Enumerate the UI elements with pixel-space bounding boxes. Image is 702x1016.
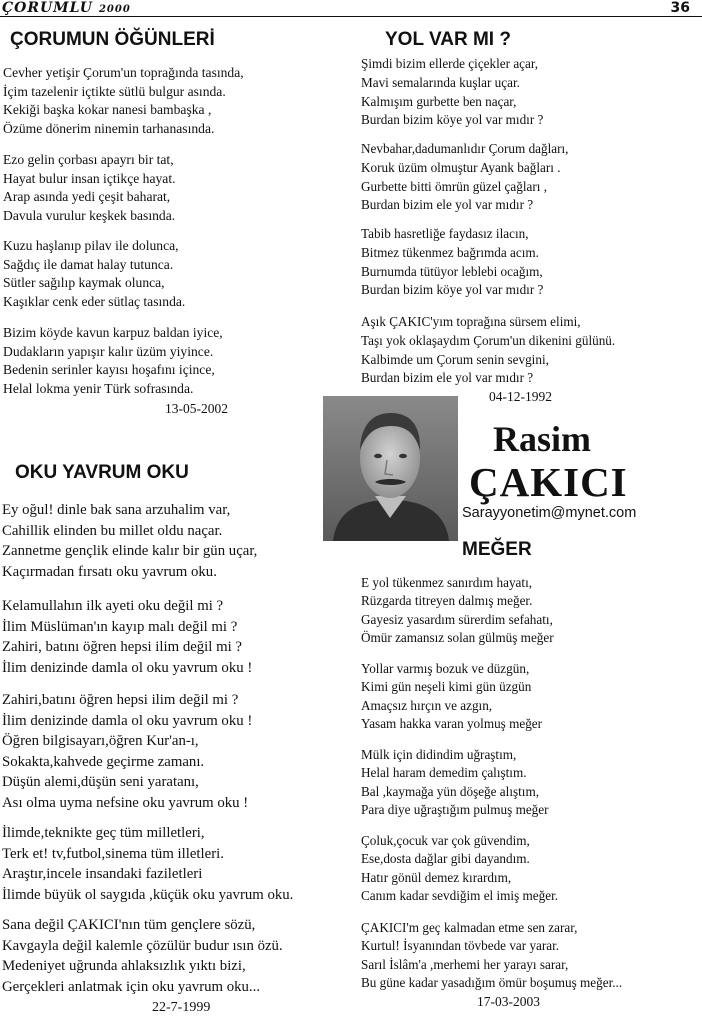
poem-line: İlim denizinde damla ol oku yavrum oku !: [2, 712, 253, 729]
poem-line: Terk et! tv,futbol,sinema tüm illetleri.: [2, 845, 224, 862]
poem-title-yol-var-mi: YOL VAR MI ?: [385, 29, 511, 50]
poem-line: Gerçekleri anlatmak için oku yavrum oku...: [2, 978, 261, 995]
poem-line: Ey oğul! dinle bak sana arzuhalim var,: [2, 502, 231, 518]
poem1-date: 13-05-2002: [165, 401, 228, 416]
poem-line: Araştır,incele insandaki faziletleri: [2, 866, 203, 883]
poem-line: Burdan bizim ele yol var mıdır ?: [361, 370, 534, 386]
poem-line: Ezo gelin çorbası apayrı bir tat,: [3, 152, 174, 167]
poem-title-oku-yavrum-oku: OKU YAVRUM OKU: [15, 462, 189, 483]
poem-line: Zahiri,batını öğren hepsi ilim değil mi ?: [2, 692, 239, 708]
brand-name: ÇORUMLU: [2, 0, 93, 16]
poem-line: Helal haram demedim çalıştım.: [361, 765, 527, 781]
poem-line: Gurbette bitti ömrün güzel çağları ,: [361, 178, 548, 194]
poem1-stanza-3: [3, 237, 185, 311]
poem-line: Kelamullahın ilk ayeti oku değil mi ?: [2, 598, 224, 614]
poem-line: Kavgayla değil kalemle çözülür budur ısın özü.: [2, 937, 283, 954]
poem-line: Sana değil ÇAKICI'nın tüm gençlere sözü,: [2, 917, 256, 933]
poem3-stanza-4: [2, 823, 293, 905]
poem2-stanza-3: [361, 225, 543, 300]
poem-line: Bedenin serinler kayısı hoşafını içince,: [3, 362, 215, 377]
poem-line: İlim Müslüman'ın kayıp malı değil mi ?: [2, 618, 238, 635]
poem-line: Kuzu haşlanıp pilav ile dolunca,: [3, 238, 179, 253]
poem-line: Aşık ÇAKIC'yım toprağına sürsem elimi,: [361, 314, 581, 329]
poem-line: Taşı yok oklaşaydım Çorum'un dikenini gülünü.: [361, 332, 616, 348]
poem-line: Kekiği başka kokar nanesi bambaşka ,: [3, 102, 212, 117]
poem3-date: 22-7-1999: [152, 1000, 211, 1015]
poem2-stanza-1: [361, 55, 543, 130]
poem-line: Canım kadar sevdiğim el imiş meğer.: [361, 888, 559, 904]
poem-line: Mavi semalarında kuşlar uçar.: [361, 74, 520, 90]
poem-line: Sarıl İslâm'a ,merhemi her yarayı sarar,: [361, 956, 569, 972]
poem4-stanza-5: [361, 919, 622, 993]
author-portrait-image: [323, 396, 458, 541]
poem-line: Davula vurulur keşkek basında.: [3, 207, 176, 223]
poem4-stanza-3: [361, 746, 549, 820]
poem-line: Para diye uğraştığım pulmuş meğer: [361, 802, 549, 818]
poem-line: Çoluk,çocuk var çok güvendim,: [361, 833, 530, 848]
poem3-stanza-3: [2, 690, 252, 814]
poem-line: Düşün alemi,düşün seni yaratanı,: [2, 774, 199, 791]
poem-line: Kalbimde um Çorum senin sevgini,: [361, 351, 549, 367]
poem-line: Burdan bizim köye yol var mıdır ?: [361, 282, 544, 298]
publication-brand: [2, 0, 131, 16]
poem-line: Bitmez tükenmez bağrımda acım.: [361, 244, 539, 260]
poem-line: Burdan bizim ele yol var mıdır ?: [361, 197, 534, 213]
poem-line: Cevher yetişir Çorum'un toprağında tasında,: [3, 65, 244, 80]
poem-line: Nevbahar,dadumanlıdır Çorum dağları,: [361, 141, 569, 156]
poem2-stanza-2: [361, 140, 568, 215]
poem-line: Öğren bilgisayarı,öğren Kur'an-ı,: [2, 733, 199, 750]
poem-line: İçim tazelenir içtikte sütlü bulgur asında.: [3, 83, 226, 99]
poem-line: Medeniyet uğrunda ahlaksızlık yıktı bizi,: [2, 958, 246, 975]
poem-line: Kimi gün neşeli kimi gün üzgün: [361, 679, 532, 695]
poem-line: Rüzgarda titreyen dalmış meğer.: [361, 593, 533, 609]
poem-line: Kurtul! İsyanından tövbede var yarar.: [361, 938, 560, 954]
poem4-stanza-1: [361, 574, 554, 648]
poem-line: İlimde büyük ol saygıda ,küçük oku yavrum oku.: [2, 886, 294, 903]
page-number: 36: [670, 0, 690, 16]
poem2-date: 04-12-1992: [489, 389, 552, 404]
poem-line: Şimdi bizim ellerde çiçekler açar,: [361, 56, 539, 71]
poem-title-corumun-ogunleri: ÇORUMUN ÖĞÜNLERİ: [10, 29, 215, 50]
poem-line: Dudakların yapışır kalır üzüm yiyince.: [3, 343, 214, 359]
poem-line: Cahillik elinden bu millet oldu naçar.: [2, 522, 223, 539]
poem2-stanza-4: [361, 313, 615, 388]
poem-line: Kalmışım gurbette ben naçar,: [361, 93, 517, 109]
poem-line: Sağdıç ile damat halay tutunca.: [3, 256, 174, 272]
poem-line: Bal ,kaymağa yün döşeğe alıştım,: [361, 783, 539, 799]
poem4-stanza-4: [361, 832, 558, 906]
poem-line: Koruk üzüm olmuştur Ayank bağları .: [361, 159, 561, 175]
poem-line: Burnumda tütüyor leblebi ocağım,: [361, 263, 543, 279]
poem3-stanza-5: [2, 915, 283, 997]
poem-title-meger: MEĞER: [462, 539, 532, 560]
poem1-stanza-4: [3, 324, 223, 398]
poem4-date: 17-03-2003: [477, 994, 540, 1009]
poem-line: Zahiri, batını öğren hepsi ilim değil mi ?: [2, 639, 242, 656]
poem-line: Tabib hasretliğe faydasız ilacın,: [361, 226, 529, 241]
poem-line: ÇAKICI'm geç kalmadan etme sen zarar,: [361, 920, 578, 935]
poem-line: Sokakta,kahvede geçirme zamanı.: [2, 753, 205, 770]
poem-line: Özüme dönerim ninemin tarhanasında.: [3, 120, 215, 136]
author-first-name: Rasim: [493, 419, 591, 459]
poem-line: E yol tükenmez sanırdım hayatı,: [361, 575, 533, 590]
poem-line: Kaşıklar cenk eder sütlaç tasında.: [3, 293, 186, 309]
poem-line: Yollar varmış bozuk ve düzgün,: [361, 661, 530, 676]
poem4-stanza-2: [361, 660, 542, 734]
poem-line: Ese,dosta dağlar gibi dayandım.: [361, 851, 530, 867]
poem-line: İlimde,teknikte geç tüm milletleri,: [2, 825, 205, 841]
header-rule: [0, 16, 702, 17]
poem-line: Ası olma uyma nefsine oku yavrum oku !: [2, 794, 249, 811]
poem-line: Ömür zamansız solan gülmüş meğer: [361, 630, 554, 646]
poem-line: İlim denizinde damla ol oku yavrum oku !: [2, 659, 253, 676]
poem3-stanza-1: [2, 500, 257, 582]
poem-line: Amaçsız hırçın ve azgın,: [361, 697, 493, 713]
poem-line: Mülk için didindim uğraştım,: [361, 747, 517, 762]
poem-line: Yasam hakka varan yolmuş meğer: [361, 716, 543, 732]
author-last-name: ÇAKICI: [469, 459, 628, 505]
poem-line: Gayesiz yasardım sürerdim sefahatı,: [361, 611, 553, 627]
poem3-stanza-2: [2, 596, 252, 678]
poem-line: Hayat bulur insan içtikçe hayat.: [3, 170, 176, 186]
poem-line: Bu güne kadar yasadığım ömür boşumuş meğer...: [361, 975, 623, 991]
poem-line: Arap asında yedi çeşit baharat,: [3, 189, 171, 204]
poem1-stanza-1: [3, 64, 244, 138]
brand-year: 2000: [98, 4, 131, 15]
author-photo: [323, 396, 458, 541]
poem-line: Hatır gönül demez kırardım,: [361, 869, 512, 885]
poem-line: Sütler sağılıp kaymak olunca,: [3, 275, 165, 290]
poem-line: Burdan bizim köye yol var mıdır ?: [361, 112, 544, 128]
poem1-stanza-2: [3, 151, 176, 225]
poem-line: Zannetme gençlik elinde kalır bir gün uçar,: [2, 543, 258, 560]
poem-line: Bizim köyde kavun karpuz baldan iyice,: [3, 325, 223, 340]
poem-line: Kaçırmadan fırsatı oku yavrum oku.: [2, 563, 217, 580]
author-email[interactable]: Sarayyonetim@mynet.com: [462, 505, 637, 521]
poem-line: Helal lokma yenir Türk sofrasında.: [3, 380, 194, 396]
